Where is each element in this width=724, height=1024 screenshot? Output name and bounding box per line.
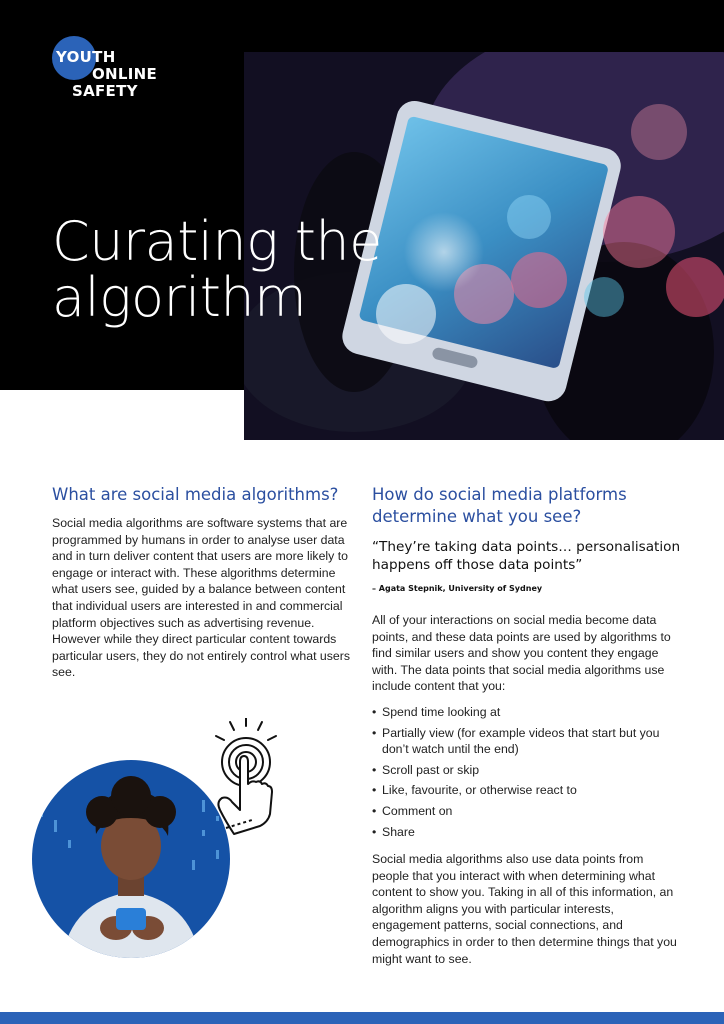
quote: “They’re taking data points… personalisation happens off those data points” (372, 539, 681, 573)
right-section-paragraph-1: All of your interactions on social media become data points, and these data points are used by algorithms to find similar users and show you content they engage with. The data points that social media algorithms use include content that you: (372, 613, 671, 694)
footer-bar (0, 1012, 724, 1024)
right-section-paragraph-2: Social media algorithms also use data points from people that you interact with when determining what content to show you. Taking in all of this information, an algorithm aligns you with particular interests, engagement patterns, social connections, and demographics in order to then determine things that you might want to see. (372, 852, 677, 966)
left-section-paragraph: Social media algorithms are software systems that are programmed by humans in order to analyse user data and in turn deliver content that users are more likely to engage or interact with. These algorithms determine what users see, guided by a balance between content that individual users are interested in and commercial platform objectives such as advertising revenue. However while they direct particular content towards particular users, they do not entirely control what users see. (52, 516, 351, 680)
data-points-list (372, 704, 682, 844)
list-item: • Comment on (372, 803, 682, 820)
page-title-line2: algorithm (52, 266, 307, 329)
list-item: • Spend time looking at (372, 704, 682, 721)
list-item: • Like, favourite, or otherwise react to (372, 782, 682, 799)
list-item: • Scroll past or skip (372, 762, 682, 779)
quote-attribution: – Agata Stepnik, University of Sydney (372, 584, 543, 593)
logo-text-line2: ONLINE (92, 65, 158, 83)
hand-pointer-tap-icon (212, 718, 292, 836)
person-looking-at-phone-photo (32, 760, 230, 958)
left-section-heading: What are social media algorithms? (52, 485, 339, 504)
logo-text-line1: YOUTH (56, 48, 116, 66)
page-title (52, 210, 382, 329)
right-section-heading: How do social media platforms determine what you see? (372, 485, 627, 526)
youth-online-safety-logo (52, 36, 192, 102)
list-item: • Share (372, 824, 682, 841)
page-title-line1: Curating the (52, 210, 382, 273)
logo-text-line3: SAFETY (72, 82, 138, 100)
list-item: • Partially view (for example videos that start but you don’t watch until the end) (372, 725, 682, 758)
